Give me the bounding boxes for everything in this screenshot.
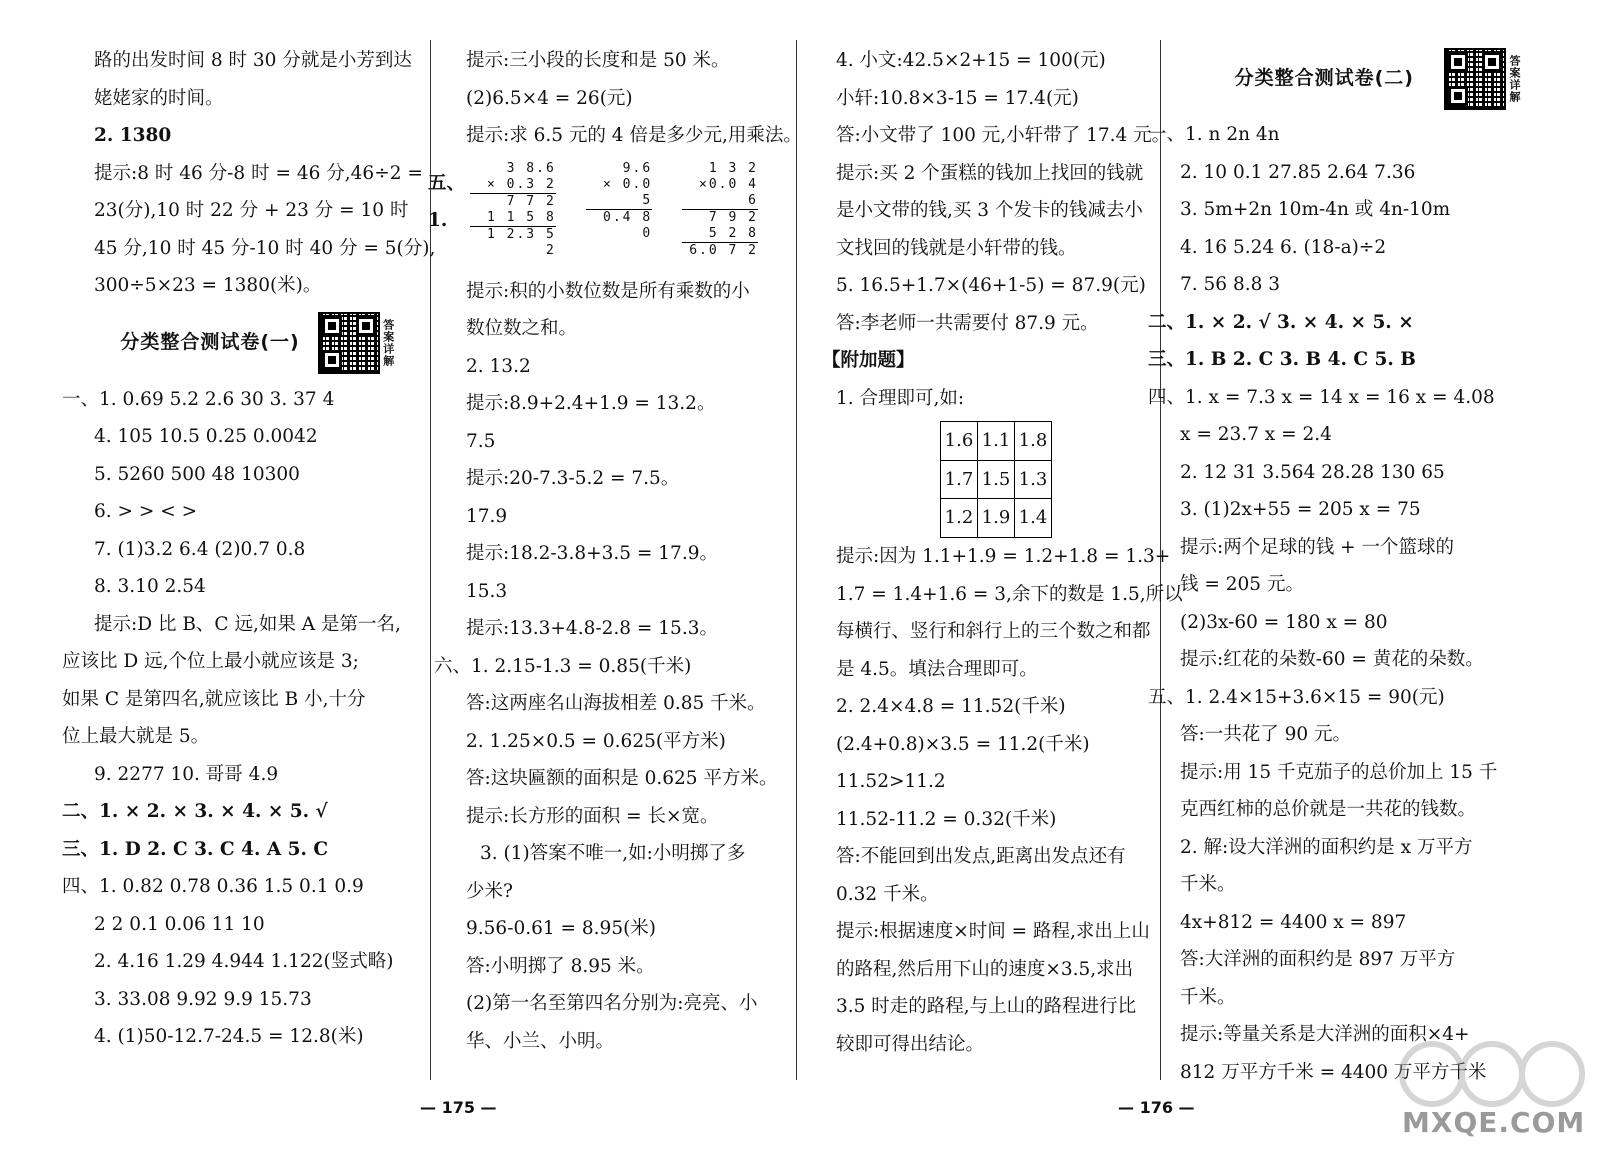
answer-line: 2 2 0.1 0.06 11 10 <box>94 913 265 935</box>
answer-line: 3. 33.08 9.92 9.9 15.73 <box>94 988 312 1010</box>
text-line: 钱 = 205 元。 <box>1180 574 1304 595</box>
answer-line: 答:这块匾额的面积是 0.625 平方米。 <box>466 768 778 789</box>
answer-line: (2.4+0.8)×3.5 = 11.2(千米) <box>836 733 1090 755</box>
section-title-text: 分类整合测试卷(二) <box>1234 67 1414 90</box>
answer-line: 三、1. D 2. C 3. C 4. A 5. C <box>62 838 329 860</box>
answer-line: 二、1. × 2. √ 3. × 4. × 5. × <box>1148 311 1414 333</box>
answer-line: 答:一共花了 90 元。 <box>1180 724 1352 745</box>
page-number-left: — 175 — <box>420 1098 497 1117</box>
text-line: 姥姥家的时间。 <box>94 87 224 109</box>
vertical-mult-3: 1 3 2 ×0.0 4 6 7 9 2 5 2 8 6.0 7 2 <box>682 161 758 259</box>
answer-line: 17.9 <box>466 505 508 527</box>
text-line: 0.32 千米。 <box>836 883 939 905</box>
text-line: 路的出发时间 8 时 30 分就是小芳到达 <box>94 50 412 71</box>
section-title-test-1 <box>94 305 420 381</box>
grid-cell: 1.3 <box>1015 460 1052 499</box>
grid-cell: 1.7 <box>941 460 978 499</box>
qr-code-block <box>318 312 394 374</box>
vertical-mult-2: 9.6 × 0.0 5 0.4 8 0 <box>586 161 652 242</box>
answer-line: 六、1. 2.15-1.3 = 0.85(千米) <box>434 655 692 677</box>
text-line: 如果 C 是第四名,就应该比 B 小,十分 <box>62 688 366 710</box>
hint-line: 提示:因为 1.1+1.9 = 1.2+1.8 = 1.3+ <box>836 546 1171 567</box>
grid-cell: 1.8 <box>1015 422 1052 461</box>
answer-line: 7.5 <box>466 430 496 452</box>
hint-line: 提示:买 2 个蛋糕的钱加上找回的钱就 <box>836 162 1144 184</box>
answer-line: (2)6.5×4 = 26(元) <box>466 87 633 109</box>
text-line: 45 分,10 时 45 分-10 时 40 分 = 5(分), <box>94 237 436 259</box>
magic-square <box>836 417 1156 538</box>
answer-line: 8. 3.10 2.54 <box>94 576 206 597</box>
text-line: 300÷5×23 = 1380(米)。 <box>94 275 322 296</box>
hint-line: 提示:20-7.3-5.2 = 7.5。 <box>466 468 680 489</box>
text-line: 千米。 <box>1180 874 1236 895</box>
answer-line: 答:小文带了 100 元,小轩带了 17.4 元。 <box>836 125 1171 146</box>
answer-column-2 <box>428 42 802 1060</box>
answer-column-4 <box>1148 42 1521 1091</box>
answer-line: 1. 合理即可,如: <box>836 387 965 409</box>
answer-line: 答:不能回到出发点,距离出发点还有 <box>836 846 1126 867</box>
page-number-right: — 176 — <box>1118 1098 1195 1117</box>
answer-line: 五、1. 2.4×15+3.6×15 = 90(元) <box>1148 686 1445 708</box>
answer-line: 答:李老师一共需要付 87.9 元。 <box>836 312 1099 334</box>
text-line: 克西红柿的总价就是一共花的钱数。 <box>1180 799 1477 820</box>
text-line: 数位数之和。 <box>466 318 578 339</box>
text-line: 3.5 时走的路程,与上山的路程进行比 <box>836 996 1137 1017</box>
hint-line: 提示:用 15 千克茄子的总价加上 15 千 <box>1180 761 1498 783</box>
answer-line: 一、1. 0.69 5.2 2.6 30 3. 37 4 <box>62 388 335 410</box>
answer-line: 9. 2277 10. 哥哥 4.9 <box>94 763 279 785</box>
answer-line: 5. 5260 500 48 10300 <box>94 463 300 485</box>
text-line: 812 万平方千米 = 4400 万平方千米 <box>1180 1061 1487 1083</box>
text-line: 位上最大就是 5。 <box>62 726 210 747</box>
answer-line: 2. 1380 <box>94 125 172 146</box>
answer-line: 2. 1.25×0.5 = 0.625(平方米) <box>466 730 726 752</box>
column-divider-2 <box>796 40 797 1080</box>
answer-line: 答:大洋洲的面积约是 897 万平方 <box>1180 949 1456 970</box>
answer-line: 7. (1)3.2 6.4 (2)0.7 0.8 <box>94 538 306 560</box>
hint-line: 提示:积的小数位数是所有乘数的小 <box>466 280 750 302</box>
grid-cell: 1.5 <box>978 460 1015 499</box>
answer-line: 三、1. B 2. C 3. B 4. C 5. B <box>1148 349 1416 370</box>
text-line: 应该比 D 远,个位上最小就应该是 3; <box>62 651 359 672</box>
answer-line: 2. 2.4×4.8 = 11.52(千米) <box>836 696 1066 717</box>
bonus-heading: 【附加题】 <box>822 350 915 371</box>
answer-line: 小轩:10.8×3-15 = 17.4(元) <box>836 87 1079 109</box>
answer-line: 四、1. x = 7.3 x = 14 x = 16 x = 4.08 <box>1148 386 1495 408</box>
answer-line: 答:小明掷了 8.95 米。 <box>466 955 655 977</box>
answer-line: x = 23.7 x = 2.4 <box>1180 424 1332 445</box>
text-line: 每横行、竖行和斜行上的三个数之和都 <box>836 621 1151 642</box>
text-line: 华、小兰、小明。 <box>466 1030 615 1052</box>
answer-line: 11.52-11.2 = 0.32(千米) <box>836 808 1057 830</box>
qr-code-block <box>1444 48 1520 110</box>
text-line: 较即可得出结论。 <box>836 1033 985 1055</box>
grid-cell: 1.2 <box>941 499 978 538</box>
hint-line: 提示:三小段的长度和是 50 米。 <box>466 50 730 71</box>
answer-line: 2. 4.16 1.29 4.944 1.122(竖式略) <box>94 951 394 972</box>
hint-line: 提示:两个足球的钱 + 一个篮球的 <box>1180 536 1454 558</box>
hint-line: 提示:长方形的面积 = 长×宽。 <box>466 805 719 827</box>
answer-line: 5. 16.5+1.7×(46+1-5) = 87.9(元) <box>836 275 1146 296</box>
answer-line: 2. 12 31 3.564 28.28 130 65 <box>1180 461 1445 483</box>
vertical-multiplications <box>428 155 788 273</box>
watermark-url: MXQE.COM <box>1402 1106 1586 1139</box>
answer-line: 2. 解:设大洋洲的面积约是 x 万平方 <box>1180 836 1473 858</box>
answer-line: 7. 56 8.8 3 <box>1180 274 1281 295</box>
text-line: 23(分),10 时 22 分 + 23 分 = 10 时 <box>94 200 409 221</box>
answer-line: 4. (1)50-12.7-24.5 = 12.8(米) <box>94 1026 364 1047</box>
hint-line: 提示:红花的朵数-60 = 黄花的朵数。 <box>1180 649 1484 670</box>
text-line: 少米? <box>466 880 513 902</box>
answer-line: 6. > > < > <box>94 501 198 522</box>
hint-line: 提示:根据速度×时间 = 路程,求出上山 <box>836 921 1150 942</box>
answer-line: 3. 5m+2n 10m-4n 或 4n-10m <box>1180 199 1451 220</box>
answer-line: 4x+812 = 4400 x = 897 <box>1180 911 1407 933</box>
answer-line: 4. 小文:42.5×2+15 = 100(元) <box>836 50 1106 71</box>
qr-side-label: 答案详解 <box>381 318 395 367</box>
qr-code-icon <box>1444 48 1506 110</box>
answer-line: 答:这两座名山海拔相差 0.85 千米。 <box>466 693 766 714</box>
answer-line: 11.52>11.2 <box>836 771 946 792</box>
answer-line: (2)3x-60 = 180 x = 80 <box>1180 611 1388 633</box>
qr-code-icon <box>318 312 380 374</box>
text-line: 文找回的钱就是小轩带的钱。 <box>836 237 1077 259</box>
hint-line: 提示:等量关系是大洋洲的面积×4+ <box>1180 1024 1470 1045</box>
qr-side-label: 答案详解 <box>1508 55 1521 103</box>
hint-line: 提示:D 比 B、C 远,如果 A 是第一名, <box>94 613 401 635</box>
answer-line: 15.3 <box>466 580 508 602</box>
answer-column-3 <box>822 42 1183 1063</box>
answer-line: 4. 105 10.5 0.25 0.0042 <box>94 426 318 447</box>
hint-line: 提示:18.2-3.8+3.5 = 17.9。 <box>466 543 718 564</box>
answer-line: 9.56-0.61 = 8.95(米) <box>466 918 657 939</box>
hint-line: 提示:8.9+2.4+1.9 = 13.2。 <box>466 393 716 414</box>
hint-line: 提示:13.3+4.8-2.8 = 15.3。 <box>466 618 718 639</box>
text-line: 的路程,然后用下山的速度×3.5,求出 <box>836 958 1134 980</box>
section-title-test-2 <box>1180 42 1520 116</box>
magic-square-table <box>940 421 1052 538</box>
answer-line: 3. (1)2x+55 = 205 x = 75 <box>1180 499 1421 520</box>
answer-line: 四、1. 0.82 0.78 0.36 1.5 0.1 0.9 <box>62 876 364 897</box>
text-line: 是 4.5。填法合理即可。 <box>836 658 1038 680</box>
text-line: 千米。 <box>1180 986 1236 1008</box>
text-line: 1.7 = 1.4+1.6 = 3,余下的数是 1.5,所以 <box>836 583 1183 605</box>
answer-line: 一、1. n 2n 4n <box>1148 124 1280 145</box>
grid-cell: 1.9 <box>978 499 1015 538</box>
question-label: 五、1. <box>428 172 466 231</box>
answer-line: 3. (1)答案不唯一,如:小明掷了多 <box>480 843 746 864</box>
section-title-text: 分类整合测试卷(一) <box>120 330 300 353</box>
answer-line: (2)第一名至第四名分别为:亮亮、小 <box>466 993 758 1014</box>
grid-cell: 1.4 <box>1015 499 1052 538</box>
vertical-mult-1: 3 8.6 × 0.3 2 7 7 2 1 1 5 8 1 2.3 5 2 <box>470 161 555 259</box>
grid-cell: 1.6 <box>941 422 978 461</box>
answer-line: 二、1. × 2. × 3. × 4. × 5. √ <box>62 801 328 822</box>
text-line: 是小文带的钱,买 3 个发卡的钱减去小 <box>836 200 1143 221</box>
answer-line: 2. 13.2 <box>466 355 531 377</box>
answer-line: 2. 10 0.1 27.85 2.64 7.36 <box>1180 161 1416 183</box>
answer-column-1 <box>62 42 436 1056</box>
hint-line: 提示:8 时 46 分-8 时 = 46 分,46÷2 = <box>94 162 423 184</box>
answer-line: 4. 16 5.24 6. (18-a)÷2 <box>1180 236 1387 258</box>
grid-cell: 1.1 <box>978 422 1015 461</box>
hint-line: 提示:求 6.5 元的 4 倍是多少元,用乘法。 <box>466 125 802 146</box>
